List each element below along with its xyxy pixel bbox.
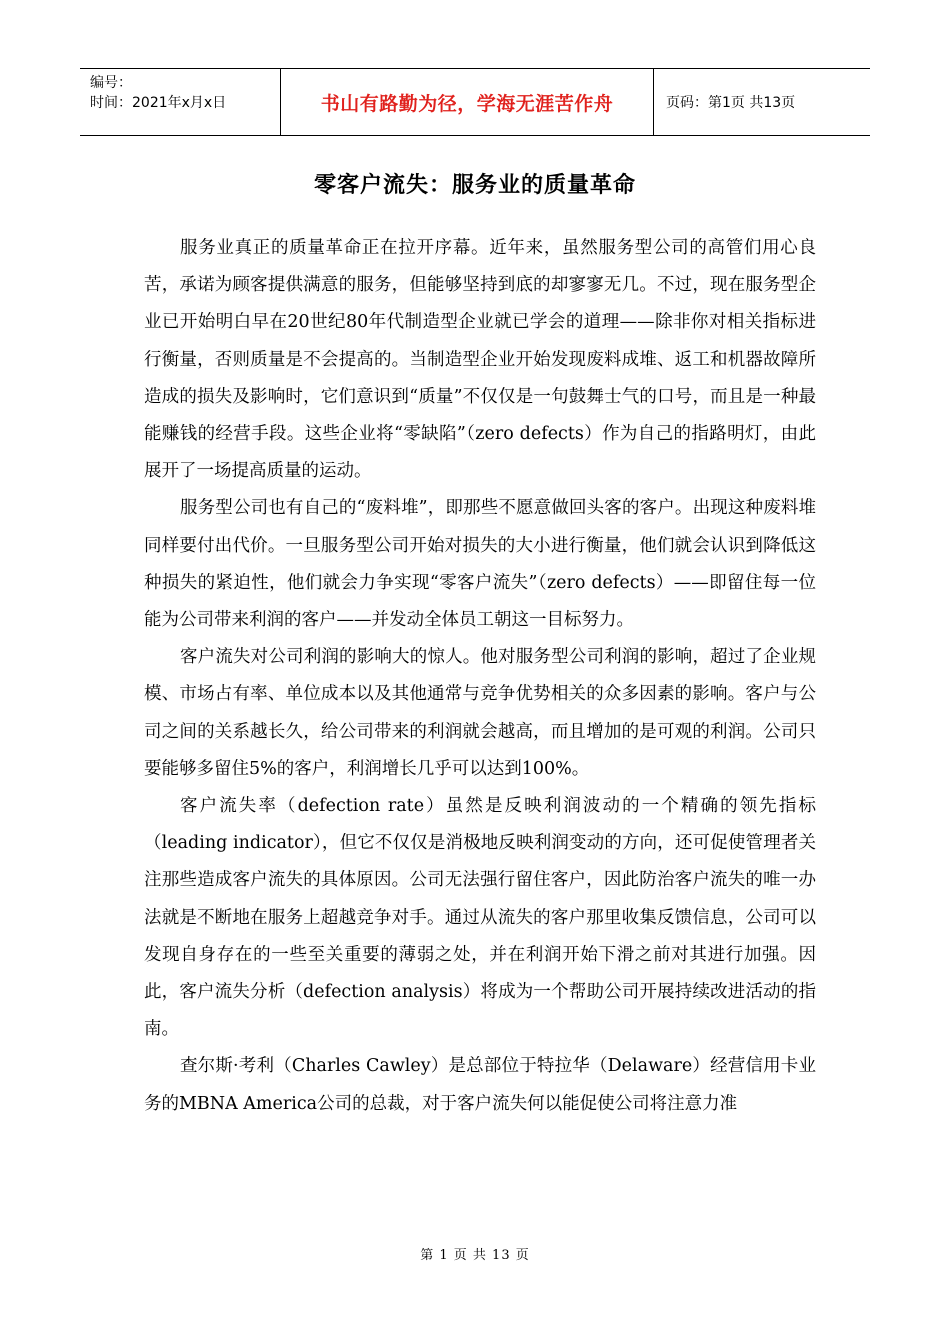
paragraph: 客户流失对公司利润的影响大的惊人。他对服务型公司利润的影响，超过了企业规模、市场占有率、单位成本以及其他通常与竞争优势相关的众多因素的影响。客户与公司之间的关系越长久，给公司带来的利润就会越高，而且增加的是可观的利润。公司只要能够多留住5%的客户，利润增长几乎可以达到100%。: [144, 647, 816, 779]
header-meta: [80, 69, 281, 135]
date-label: 时间：2021年x月x日: [90, 95, 227, 111]
paragraph: 客户流失率（defection rate）虽然是反映利润波动的一个精确的领先指标（leading indicator），但它不仅仅是消极地反映利润变动的方向，还可促使管理者关注那些造成客户流失的具体原因。公司无法强行留住客户，因此防治客户流失的唯一办法就是不断地在服务上超越竞争对手。通过从流失的客户那里收集反馈信息，公司可以发现自身存在的一些至关重要的薄弱之处，并在利润开始下滑之前对其进行加强。因此，客户流失分析（defection analysis）将成为一个帮助公司开展持续改进活动的指南。: [144, 796, 816, 1040]
number-label: 编号：: [90, 75, 132, 91]
paragraph: 服务业真正的质量革命正在拉开序幕。近年来，虽然服务型公司的高管们用心良苦，承诺为顾客提供满意的服务，但能够坚持到底的却寥寥无几。不过，现在服务型企业已开始明白早在20世纪80年代制造型企业就已学会的道理——除非你对相关指标进行衡量，否则质量是不会提高的。当制造型企业开始发现废料成堆、返工和机器故障所造成的损失及影响时，它们意识到“质量”不仅仅是一句鼓舞士气的口号，而且是一种最能赚钱的经营手段。这些企业将“零缺陷”（zero defects）作为自己的指路明灯，由此展开了一场提高质量的运动。: [144, 238, 816, 482]
document-title: 零客户流失：服务业的质量革命: [313, 173, 636, 198]
header-page-info: 页码：第1页 共13页: [666, 95, 796, 111]
page-footer: 第 1 页 共 13 页: [420, 1248, 530, 1263]
header-motto: 书山有路勤为径，学海无涯苦作舟: [281, 69, 654, 135]
document-body: [144, 230, 816, 1123]
document-header: [80, 68, 870, 136]
paragraph: 查尔斯·考利（Charles Cawley）是总部位于特拉华（Delaware）经营信用卡业务的MBNA America公司的总裁，对于客户流失何以能促使公司将注意力准: [144, 1056, 816, 1114]
paragraph: 服务型公司也有自己的“废料堆”，即那些不愿意做回头客的客户。出现这种废料堆同样要付出代价。一旦服务型公司开始对损失的大小进行衡量，他们就会认识到降低这种损失的紧迫性，他们就会力争实现“零客户流失”（zero defects）——即留住每一位能为公司带来利润的客户——并发动全体员工朝这一目标努力。: [144, 498, 816, 631]
